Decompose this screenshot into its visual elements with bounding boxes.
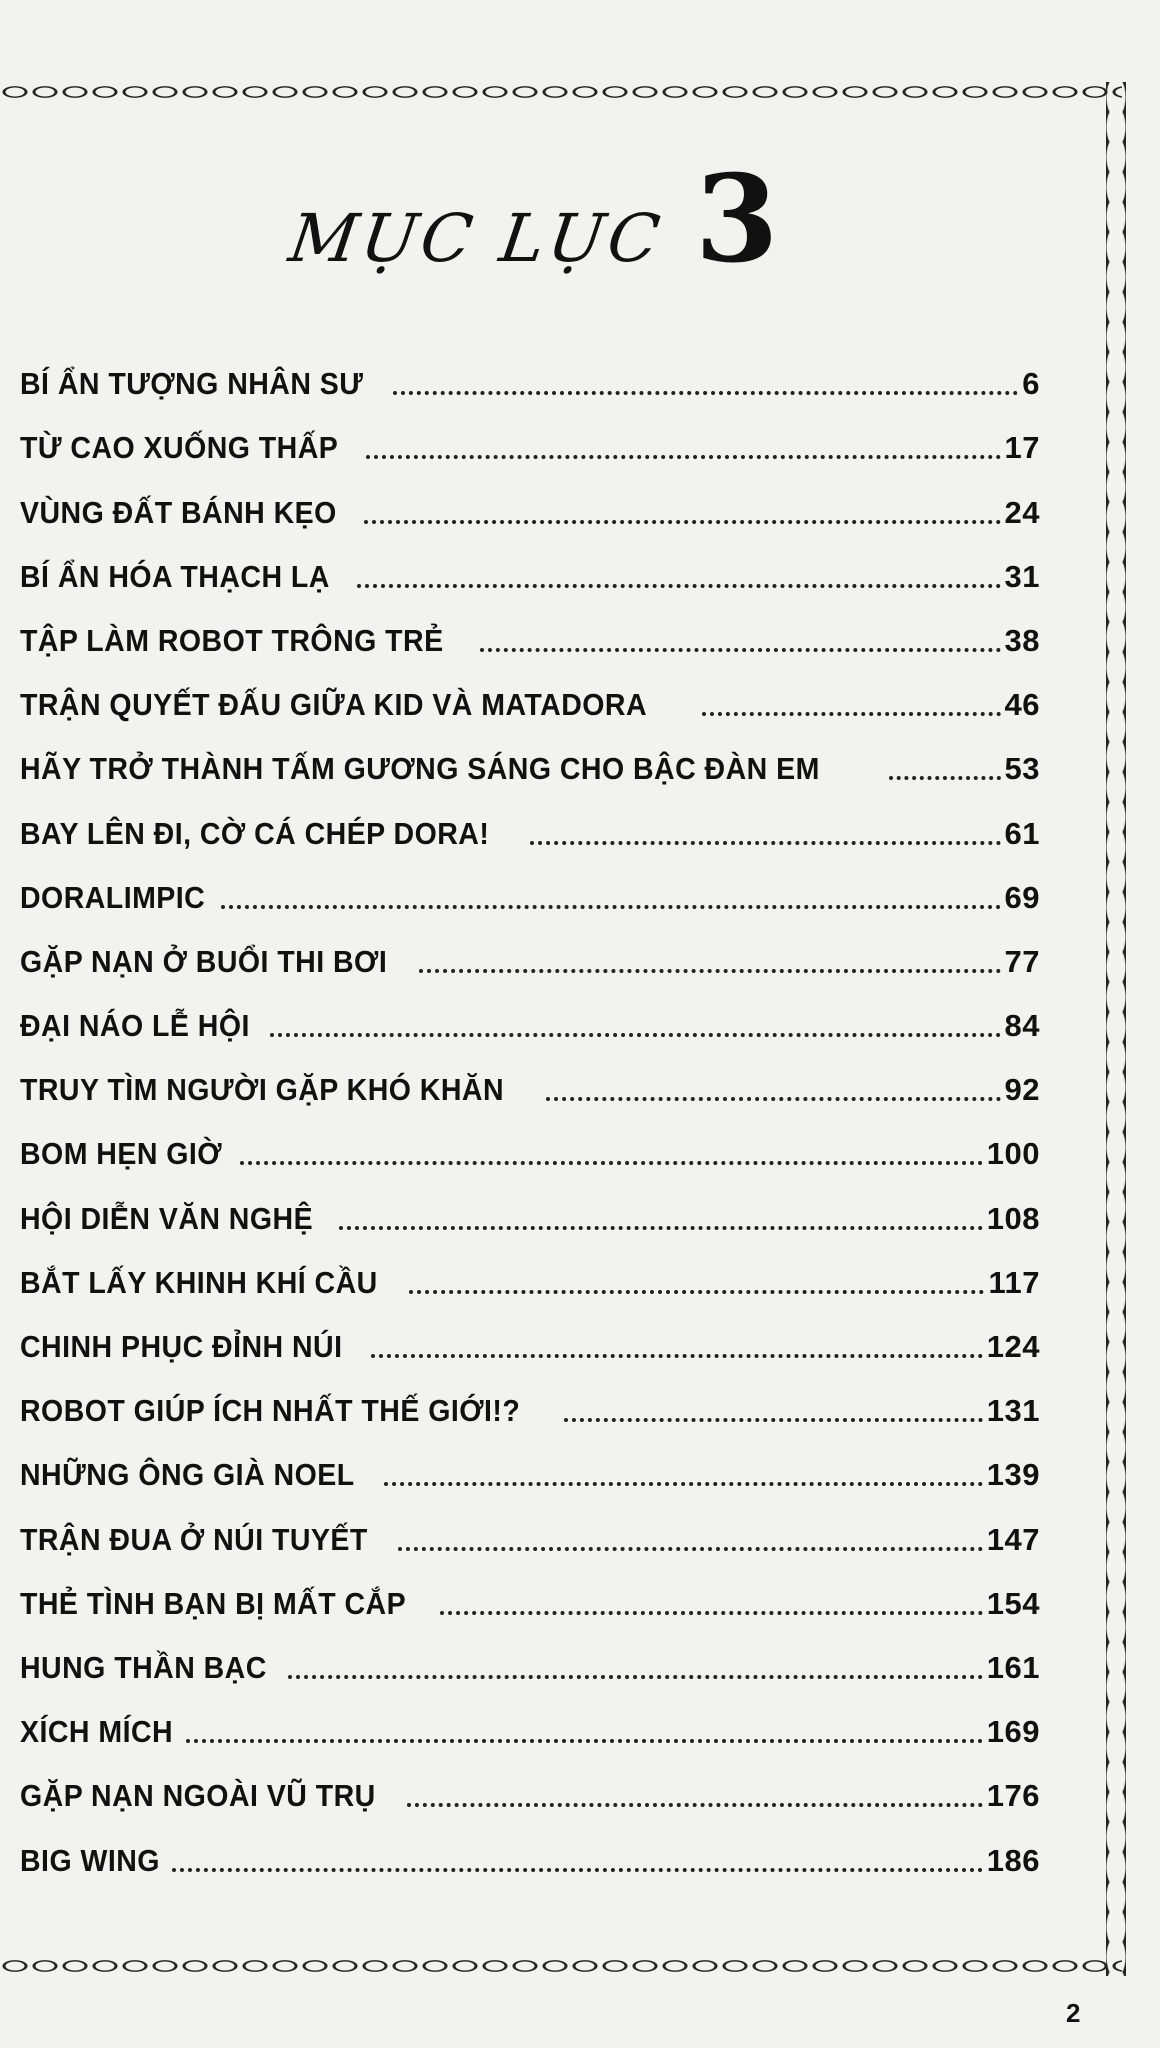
chain-border-bottom <box>0 1956 1122 1976</box>
toc-entry-page: 17 <box>1004 430 1040 466</box>
toc-entry-page: 147 <box>986 1521 1040 1557</box>
toc-entry-page: 161 <box>986 1649 1040 1685</box>
toc-entry-title: DORALIMPIC <box>20 879 206 915</box>
toc-entry-title: HUNG THẦN BẠC <box>20 1649 267 1685</box>
toc-entry <box>20 1172 1040 1236</box>
page-heading <box>0 149 1160 310</box>
toc-entry <box>20 466 1040 530</box>
toc-leader-dots <box>339 1226 983 1230</box>
toc-entry <box>20 1493 1040 1557</box>
page-title: MỤC LỤC <box>284 200 669 277</box>
toc-entry-page: 117 <box>988 1264 1040 1300</box>
toc-entry-page: 169 <box>986 1714 1040 1750</box>
toc-entry-title: XÍCH MÍCH <box>20 1714 174 1750</box>
toc-entry-page: 108 <box>986 1200 1040 1236</box>
toc-entry-page: 139 <box>986 1457 1040 1493</box>
toc-leader-dots <box>371 1354 983 1358</box>
toc-leader-dots <box>186 1739 982 1743</box>
toc-entry-title: BÍ ẨN TƯỢNG NHÂN SƯ <box>20 366 364 402</box>
toc-entry <box>20 1108 1040 1172</box>
toc-entry-page: 31 <box>1004 558 1040 594</box>
toc-entry-title: HÃY TRỞ THÀNH TẤM GƯƠNG SÁNG CHO BẬC ĐÀN EM <box>20 751 820 787</box>
toc-entry <box>20 852 1040 916</box>
page-number: 2 <box>1066 1998 1081 2028</box>
toc-entry <box>20 980 1040 1044</box>
chain-border-right <box>1106 82 1126 1976</box>
toc-leader-dots <box>357 584 1001 588</box>
toc-entry-page: 38 <box>1004 622 1040 658</box>
toc-entry <box>20 531 1040 595</box>
toc-entry-page: 61 <box>1004 815 1040 851</box>
toc-leader-dots <box>440 1611 983 1615</box>
toc-entry-page: 46 <box>1004 687 1040 723</box>
toc-entry-page: 92 <box>1004 1072 1040 1108</box>
toc-entry <box>20 1044 1040 1108</box>
toc-leader-dots <box>288 1675 983 1679</box>
toc-entry <box>20 1622 1040 1686</box>
toc-leader-dots <box>172 1868 983 1872</box>
toc-entry-title: VÙNG ĐẤT BÁNH KẸO <box>20 494 337 530</box>
toc-entry-title: THẺ TÌNH BẠN BỊ MẤT CẮP <box>20 1585 407 1621</box>
toc-entry-title: BAY LÊN ĐI, CỜ CÁ CHÉP DORA! <box>20 815 490 851</box>
toc-entry-title: TỪ CAO XUỐNG THẤP <box>20 430 339 466</box>
toc-entry <box>20 595 1040 659</box>
toc-leader-dots <box>530 841 1000 845</box>
toc-entry-title: BOM HẸN GIỜ <box>20 1136 223 1172</box>
toc-entry-title: GẶP NẠN Ở BUỔI THI BƠI <box>20 943 388 979</box>
toc-leader-dots <box>702 712 1001 716</box>
toc-entry-page: 69 <box>1004 879 1040 915</box>
toc-entry <box>20 1558 1040 1622</box>
toc-leader-dots <box>409 1290 985 1294</box>
toc-leader-dots <box>546 1097 1000 1101</box>
toc-leader-dots <box>366 455 1001 459</box>
toc-entry-page: 24 <box>1004 494 1040 530</box>
chain-border-top <box>0 82 1122 102</box>
toc-entry-title: TRẬN ĐUA Ở NÚI TUYẾT <box>20 1521 368 1557</box>
toc-leader-dots <box>270 1033 1001 1037</box>
toc-leader-dots <box>364 520 1000 524</box>
toc-entry <box>20 1750 1040 1814</box>
toc-leader-dots <box>564 1418 983 1422</box>
toc-leader-dots <box>407 1803 983 1807</box>
toc-entry-page: 53 <box>1004 751 1040 787</box>
toc-entry <box>20 1301 1040 1365</box>
toc-entry <box>20 659 1040 723</box>
toc-entry <box>20 916 1040 980</box>
toc-entry-title: ROBOT GIÚP ÍCH NHẤT THẾ GIỚI!? <box>20 1393 521 1429</box>
toc-entry-title: ĐẠI NÁO LỄ HỘI <box>20 1008 250 1044</box>
toc-leader-dots <box>398 1547 983 1551</box>
toc-entry-page: 186 <box>986 1842 1040 1878</box>
toc-entry-page: 176 <box>986 1778 1040 1814</box>
toc-entry-title: BÍ ẨN HÓA THẠCH LẠ <box>20 558 330 594</box>
toc-entry <box>20 1686 1040 1750</box>
toc-entry-page: 84 <box>1004 1008 1040 1044</box>
toc-entry-page: 124 <box>986 1329 1040 1364</box>
toc-leader-dots <box>384 1482 983 1486</box>
toc-entry-page: 100 <box>986 1136 1040 1172</box>
toc-leader-dots <box>221 905 1000 909</box>
toc-entry <box>20 1814 1040 1878</box>
toc-entry-title: BIG WING <box>20 1842 160 1878</box>
toc-leader-dots <box>393 391 1018 395</box>
toc-entry-title: TẬP LÀM ROBOT TRÔNG TRẺ <box>20 622 444 658</box>
table-of-contents <box>20 338 1040 1879</box>
toc-entry-title: HỘI DIỄN VĂN NGHỆ <box>20 1200 314 1236</box>
toc-entry-title: GẶP NẠN NGOÀI VŨ TRỤ <box>20 1778 376 1814</box>
toc-leader-dots <box>419 969 1000 973</box>
toc-entry-title: TRẬN QUYẾT ĐẤU GIỮA KID VÀ MATADORA <box>20 687 648 723</box>
toc-entry <box>20 1237 1040 1301</box>
toc-entry <box>20 1429 1040 1493</box>
toc-leader-dots <box>889 776 1000 780</box>
toc-entry-page: 77 <box>1004 943 1040 979</box>
toc-entry-title: CHINH PHỤC ĐỈNH NÚI <box>20 1329 343 1364</box>
toc-entry <box>20 723 1040 787</box>
volume-number: 3 <box>695 149 779 290</box>
toc-entry <box>20 1365 1040 1429</box>
toc-entry-title: NHỮNG ÔNG GIÀ NOEL <box>20 1457 355 1493</box>
toc-entry-page: 154 <box>986 1585 1040 1621</box>
toc-entry <box>20 787 1040 851</box>
toc-leader-dots <box>480 648 1000 652</box>
toc-entry-title: TRUY TÌM NGƯỜI GẶP KHÓ KHĂN <box>20 1072 505 1108</box>
toc-entry-page: 6 <box>1022 366 1040 402</box>
toc-leader-dots <box>240 1161 983 1165</box>
toc-entry <box>20 402 1040 466</box>
toc-entry-title: BẮT LẤY KHINH KHÍ CẦU <box>20 1264 378 1300</box>
toc-entry <box>20 338 1040 402</box>
toc-entry-page: 131 <box>986 1393 1040 1429</box>
